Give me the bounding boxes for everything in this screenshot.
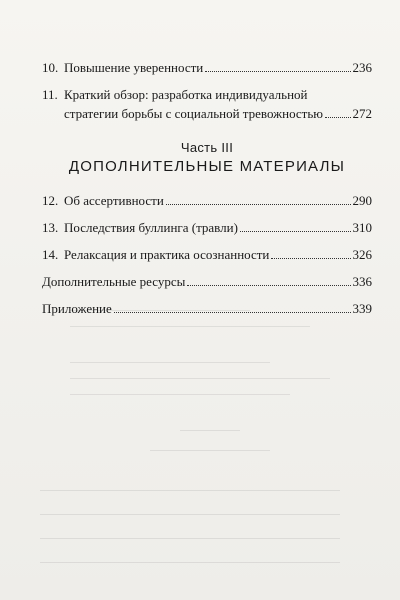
dot-leader bbox=[166, 204, 351, 205]
toc-entry-title: Приложение bbox=[42, 301, 112, 316]
toc-entry-title: Релаксация и практика осознанности bbox=[64, 247, 270, 262]
part-label: Часть III bbox=[180, 140, 234, 155]
toc-entry-title: Дополнительные ресурсы bbox=[42, 274, 186, 289]
part-title: ДОПОЛНИТЕЛЬНЫЕ МАТЕРИАЛЫ bbox=[68, 158, 346, 175]
toc-entry-number: 12. bbox=[42, 193, 59, 208]
dot-leader bbox=[325, 117, 351, 118]
toc-entry-12[interactable] bbox=[42, 191, 372, 210]
toc-page-number: 236 bbox=[352, 60, 372, 75]
bleed-through-text bbox=[30, 300, 360, 590]
dot-leader bbox=[205, 71, 350, 72]
toc-page-number: 336 bbox=[352, 274, 372, 289]
toc-entry-title-line-2: стратегии борьбы с социальной тревожностью bbox=[64, 106, 323, 121]
part-heading bbox=[42, 139, 372, 177]
toc-entry-title-line-1: Краткий обзор: разработка индивидуальной bbox=[64, 87, 308, 102]
table-of-contents bbox=[42, 58, 372, 326]
toc-entry-title: Последствия буллинга (травли) bbox=[64, 220, 238, 235]
toc-entry-number: 14. bbox=[42, 247, 59, 262]
toc-entry-11[interactable] bbox=[42, 85, 372, 123]
dot-leader bbox=[187, 285, 350, 286]
toc-entry-title: Об ассертивности bbox=[64, 193, 164, 208]
toc-entry-number: 11. bbox=[42, 87, 58, 102]
dot-leader bbox=[271, 258, 350, 259]
toc-entry-title: Повышение уверенности bbox=[64, 60, 204, 75]
toc-entry-14[interactable] bbox=[42, 245, 372, 264]
toc-entry-resources[interactable] bbox=[42, 272, 372, 291]
toc-entry-number: 10. bbox=[42, 60, 59, 75]
toc-entry-appendix[interactable] bbox=[42, 299, 372, 318]
toc-entry-number: 13. bbox=[42, 220, 59, 235]
dot-leader bbox=[240, 231, 351, 232]
toc-entry-13[interactable] bbox=[42, 218, 372, 237]
toc-page-number: 310 bbox=[352, 220, 372, 235]
toc-page-number: 290 bbox=[352, 193, 372, 208]
toc-page-number: 272 bbox=[352, 106, 372, 121]
toc-page-number: 339 bbox=[352, 301, 372, 316]
dot-leader bbox=[114, 312, 351, 313]
toc-page-number: 326 bbox=[352, 247, 372, 262]
toc-entry-10[interactable] bbox=[42, 58, 372, 77]
